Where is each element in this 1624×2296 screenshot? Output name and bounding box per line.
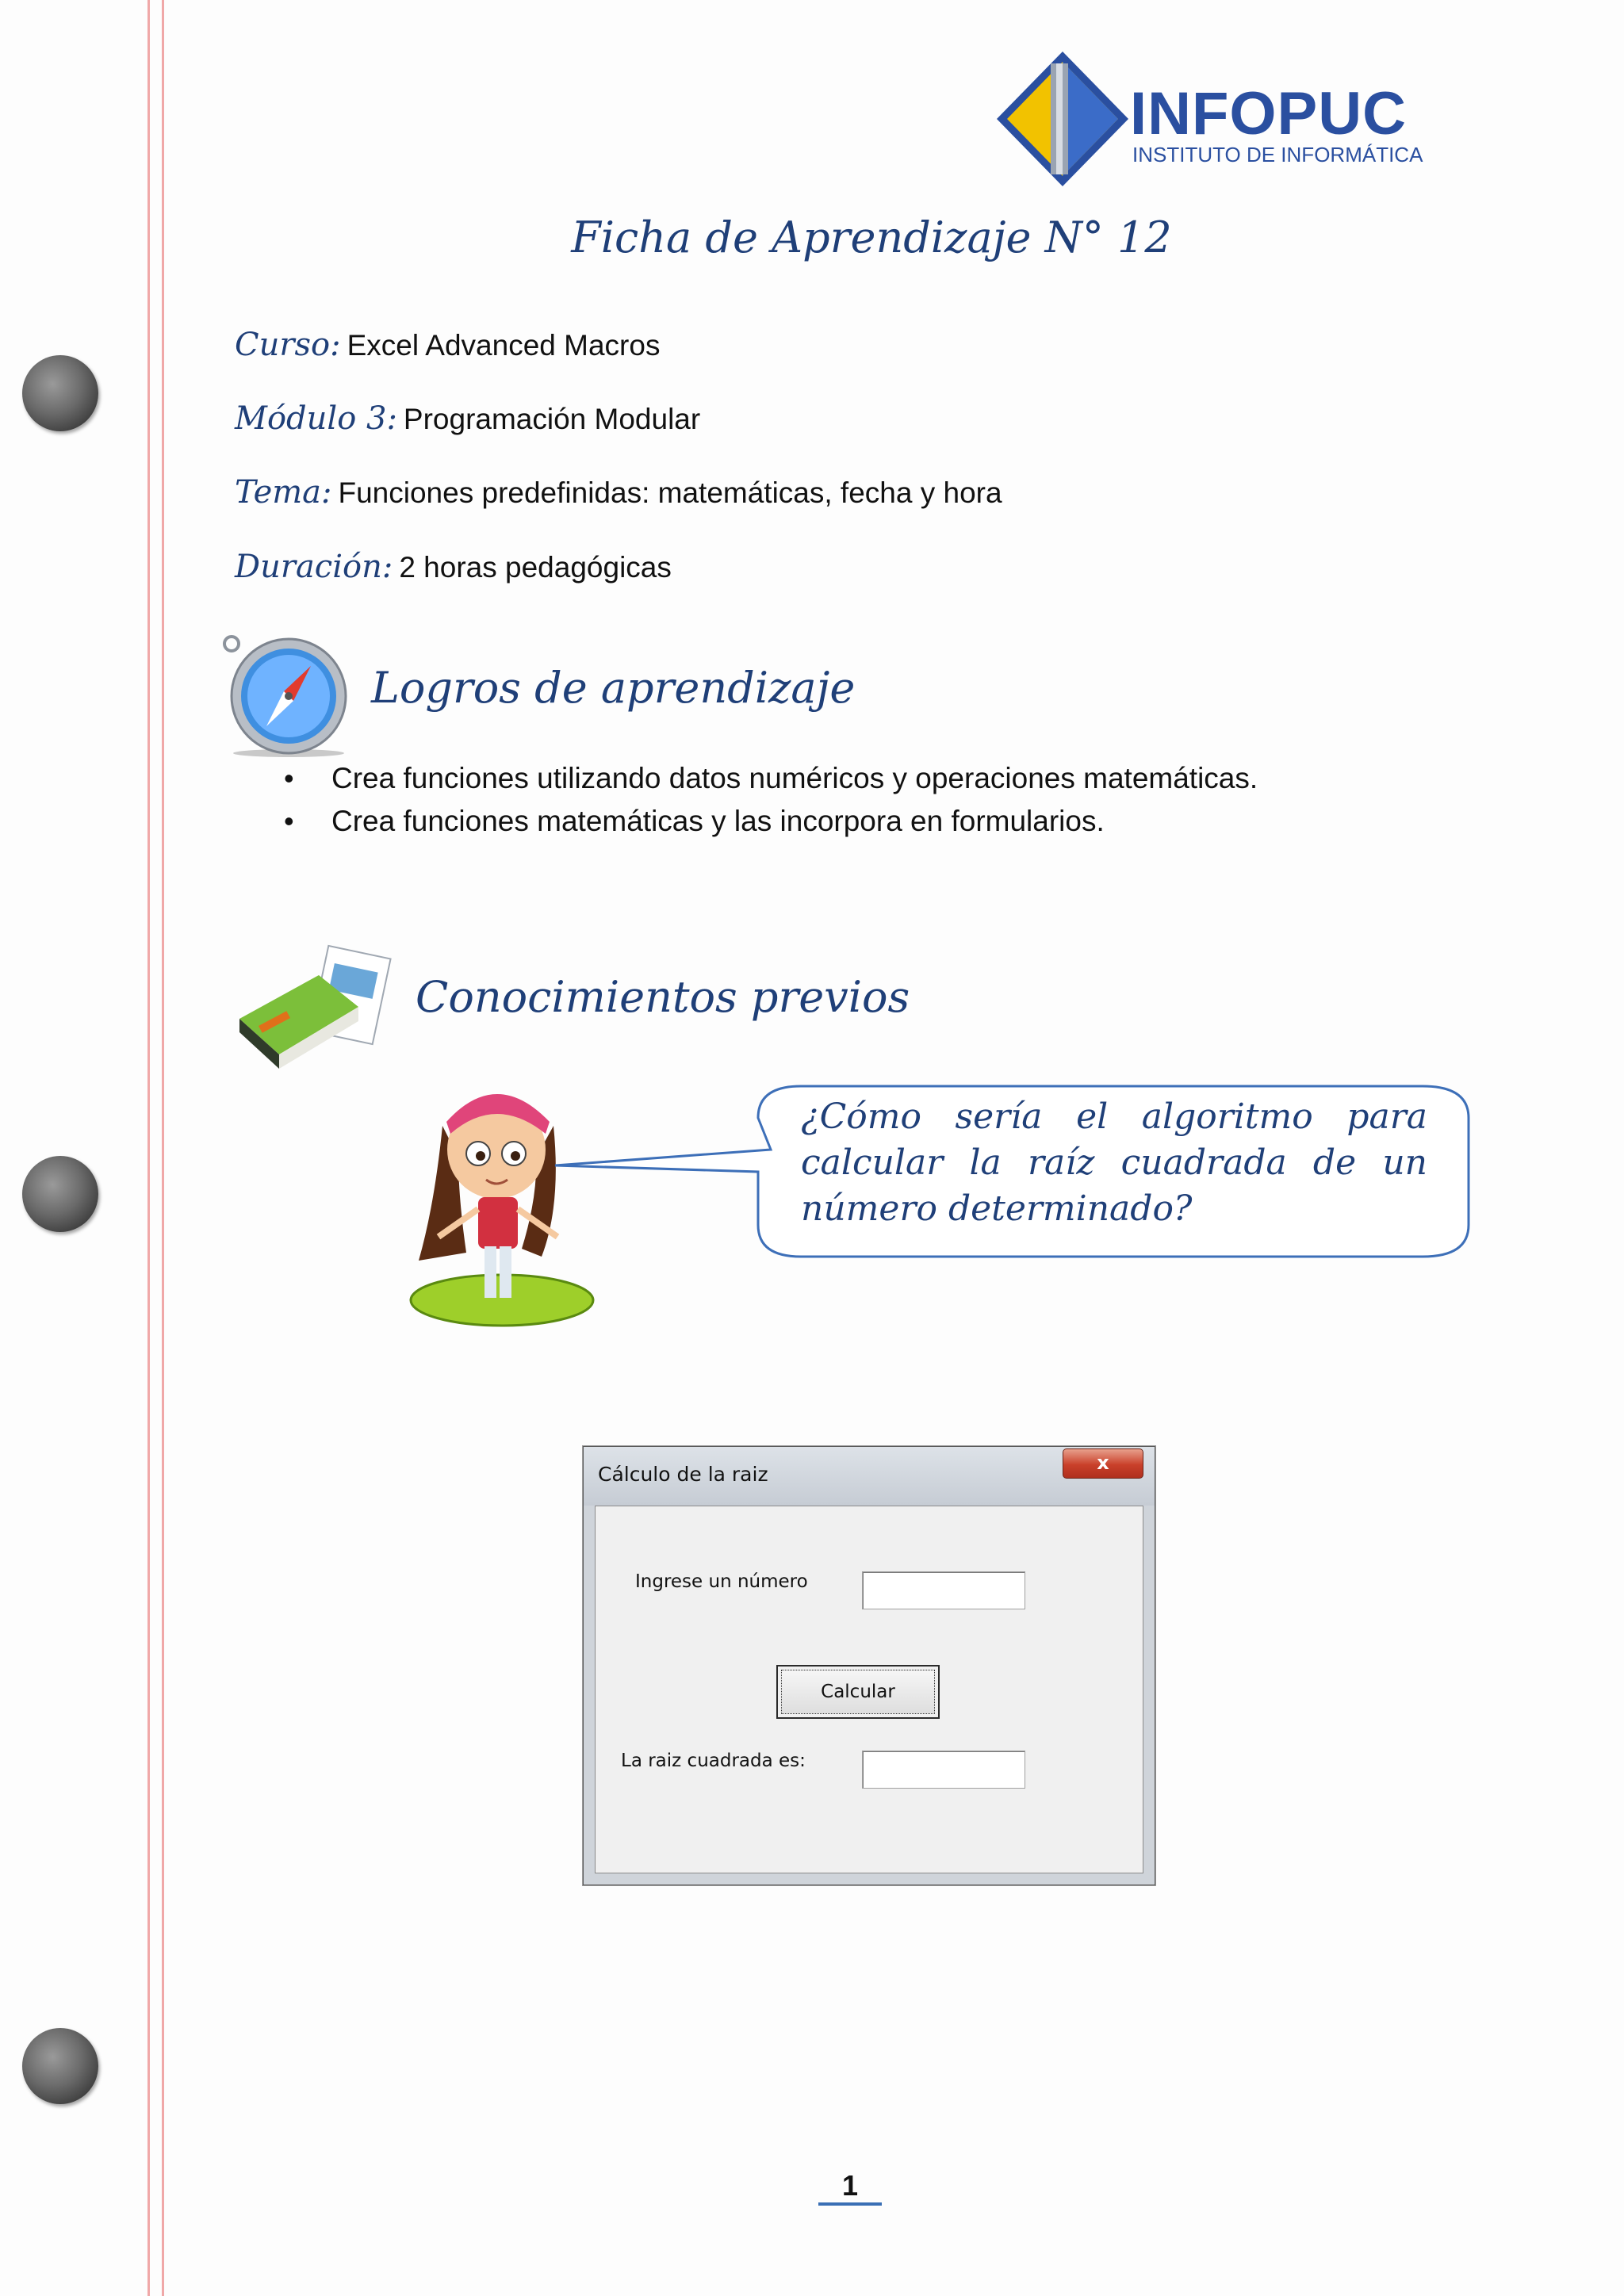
punch-hole-top [22, 355, 98, 431]
dialog-window [583, 1446, 1155, 1885]
callout-question: ¿Cómo sería el algoritmo para calcular la raíz cuadrada de un número determinado? [801, 1096, 1427, 1229]
dialog-title-bar [584, 1447, 1155, 1506]
meta-duracion-label: Duración: [235, 549, 393, 585]
calculate-button[interactable] [776, 1665, 940, 1719]
meta-tema [235, 474, 1002, 511]
logros-heading: Logros de aprendizaje [371, 663, 856, 713]
logo-name: INFOPUC [1130, 80, 1407, 147]
meta-tema-value: Funciones predefinidas: matemáticas, fecha y hora [338, 476, 1002, 509]
result-label: La raiz cuadrada es: [621, 1751, 806, 1771]
page-number-underline [818, 2202, 882, 2206]
result-field[interactable] [862, 1751, 1025, 1789]
meta-curso [235, 327, 660, 363]
meta-duracion-value: 2 horas pedagógicas [399, 551, 672, 584]
conocimientos-heading: Conocimientos previos [416, 972, 910, 1022]
logros-list [284, 757, 1258, 843]
margin-line-right [162, 0, 164, 2296]
margin-line-left [147, 0, 150, 2296]
logo-subtitle: INSTITUTO DE INFORMÁTICA [1132, 143, 1423, 166]
meta-modulo-label: Módulo 3: [235, 400, 397, 437]
list-item: • Crea funciones utilizando datos numéricos y operaciones matemáticas. [284, 757, 1258, 800]
calculate-button-label: Calcular [781, 1670, 935, 1714]
close-button[interactable]: x [1063, 1448, 1143, 1479]
punch-hole-middle [22, 1156, 98, 1232]
number-input[interactable] [862, 1571, 1025, 1609]
page-number: 1 [841, 2169, 859, 2202]
list-item: • Crea funciones matemáticas y las incorpora en formularios. [284, 800, 1258, 843]
input-label: Ingrese un número [635, 1571, 808, 1592]
meta-curso-label: Curso: [235, 327, 341, 363]
punch-hole-bottom [22, 2028, 98, 2104]
meta-modulo-value: Programación Modular [403, 403, 701, 435]
dialog-body [595, 1506, 1143, 1873]
dialog-title: Cálculo de la raiz [598, 1463, 768, 1486]
meta-tema-label: Tema: [235, 474, 332, 511]
compass-icon [216, 634, 355, 758]
meta-modulo [235, 400, 700, 437]
book-icon [232, 943, 395, 1078]
page-title: Ficha de Aprendizaje N° 12 [571, 212, 1172, 262]
meta-curso-value: Excel Advanced Macros [347, 329, 661, 362]
meta-duracion [235, 549, 672, 585]
